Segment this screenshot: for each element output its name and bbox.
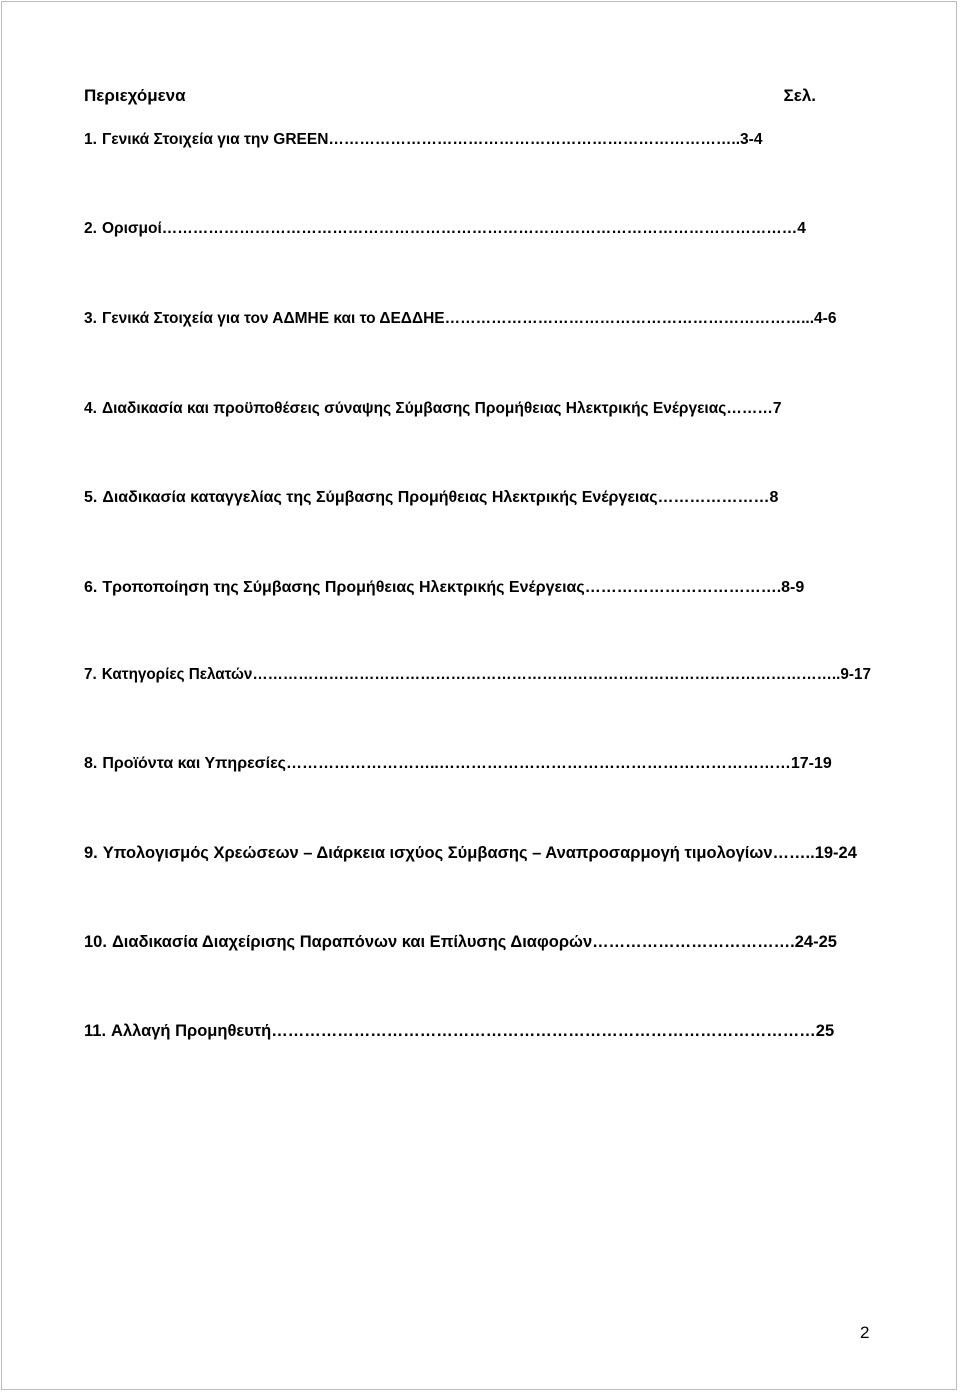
toc-entry[interactable]	[84, 576, 804, 600]
toc-entry-pages: 8	[769, 489, 779, 506]
toc-header	[84, 86, 816, 110]
toc-entry[interactable]	[84, 663, 871, 687]
toc-entry[interactable]	[84, 930, 837, 954]
toc-entry-leader: ……………………………………………………………………………………………………………	[161, 220, 798, 237]
toc-entry-label: Διαδικασία καταγγελίας της Σύμβασης Προμήθειας Ηλεκτρικής Ενέργειας	[102, 489, 658, 506]
toc-entry-label: Αλλαγή Προμηθευτή	[111, 1022, 272, 1040]
toc-entry-pages: 7	[772, 400, 782, 417]
toc-entry-leader: ……………………………….	[584, 579, 782, 596]
toc-entry-number: 4.	[84, 400, 97, 417]
toc-entry-number: 1.	[84, 131, 97, 148]
toc-entry[interactable]	[84, 752, 832, 776]
toc-entry-label: Ορισμοί	[101, 220, 162, 237]
toc-entry-pages: 24-25	[794, 933, 837, 951]
toc-entry[interactable]	[84, 128, 762, 152]
toc-entry-leader: ………………………..…………………………………………………………	[285, 755, 791, 772]
toc-entry-label: Κατηγορίες Πελατών	[101, 666, 253, 683]
toc-entry-leader: …………………	[657, 489, 770, 506]
toc-entry-label: Γενικά Στοιχεία για την GREEN	[101, 131, 329, 148]
toc-entry-number: 9.	[84, 844, 98, 862]
page-frame	[1, 1, 957, 1390]
toc-entry-number: 11.	[84, 1022, 107, 1040]
toc-entry-leader: ……..	[772, 844, 815, 862]
toc-entry-pages: 4	[797, 220, 806, 237]
toc-entry[interactable]	[84, 486, 778, 510]
toc-entry-pages: 4-6	[814, 310, 837, 327]
toc-entry-leader: ……………………………………………………………...	[444, 310, 815, 327]
toc-entry[interactable]	[84, 1019, 834, 1043]
page-number: 2	[860, 1323, 870, 1342]
toc-entry[interactable]	[84, 841, 857, 865]
toc-entry-label: Προϊόντα και Υπηρεσίες	[102, 755, 286, 772]
toc-entry-number: 7.	[84, 666, 97, 683]
toc-entry-leader: ……………………………………………………………………………………………………..	[252, 666, 841, 683]
toc-entry[interactable]	[84, 397, 781, 421]
toc-title: Περιεχόμενα	[84, 86, 186, 105]
toc-entry-number: 8.	[84, 755, 98, 772]
toc-entry-leader: ……………………………….	[592, 933, 795, 951]
toc-entry-pages: 17-19	[790, 755, 832, 772]
toc-pages-label: Σελ.	[783, 86, 816, 105]
toc-entry-number: 2.	[84, 220, 97, 237]
toc-entry-pages: 3-4	[740, 131, 763, 148]
toc-entry[interactable]	[84, 307, 836, 331]
toc-entry-label: Τροποποίηση της Σύμβασης Προμήθειας Ηλεκτρικής Ενέργειας	[102, 579, 585, 596]
toc-entry-leader: ………………………………………………………………………………………	[271, 1022, 816, 1040]
toc-entry-number: 6.	[84, 579, 98, 596]
toc-entry-number: 3.	[84, 310, 97, 327]
toc-entry-pages: 19-24	[814, 844, 857, 862]
toc-entry-leader: ……………………………………………………………………..	[328, 131, 741, 148]
toc-entry-pages: 9-17	[840, 666, 871, 683]
toc-entry-label: Διαδικασία και προϋποθέσεις σύναψης Σύμβασης Προμήθειας Ηλεκτρικής Ενέργειας	[101, 400, 727, 417]
toc-entry-leader: ………	[726, 400, 773, 417]
toc-entry-label: Γενικά Στοιχεία για τον ΑΔΜΗΕ και το ΔΕΔΔΗΕ	[101, 310, 445, 327]
toc-entry-label: Διαδικασία Διαχείρισης Παραπόνων και Επίλυσης Διαφορών	[111, 933, 593, 951]
toc-entry-pages: 8-9	[781, 579, 805, 596]
toc-entry-number: 5.	[84, 489, 98, 506]
toc-entry-number: 10.	[84, 933, 107, 951]
toc-entry[interactable]	[84, 217, 806, 241]
toc-entry-label: Υπολογισμός Χρεώσεων – Διάρκεια ισχύος Σύμβασης – Αναπροσαρμογή τιμολογίων	[102, 844, 773, 862]
toc-entry-pages: 25	[815, 1022, 835, 1040]
